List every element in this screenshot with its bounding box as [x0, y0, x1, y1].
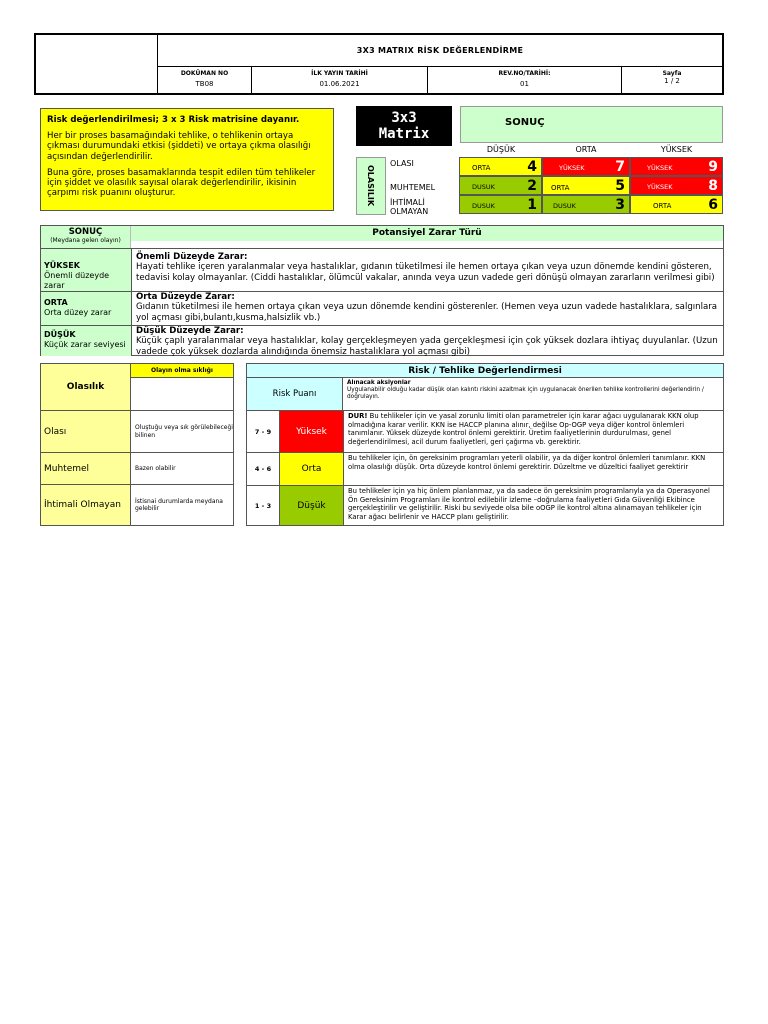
consequence-header-title: SONUÇ	[68, 227, 103, 237]
matrix-cell	[542, 157, 630, 176]
consequence-level-name: DÜŞÜK	[44, 330, 76, 339]
matrix-col-mid: ORTA	[575, 145, 597, 154]
matrix-cell-label: ORTA	[472, 164, 491, 172]
consequence-level-low	[41, 325, 131, 356]
pub-date-value: 01.06.2021	[319, 80, 360, 88]
matrix-cell	[630, 157, 723, 176]
probability-desc-muhtemel: Bazen olabilir	[131, 452, 233, 484]
matrix-cell	[459, 157, 542, 176]
risk-text-lead: DUR!	[348, 412, 368, 420]
consequence-desc-title: Düşük Düzeyde Zarar:	[136, 326, 244, 336]
intro-paragraph-1: Her bir proses basamağındaki tehlike, o tehlikenin ortaya çıkması durumundaki etkisi (şiddeti) ve ortaya çıkma olasılığı açısından değerlendirilir.	[47, 131, 311, 162]
matrix-cell-label: ORTA	[551, 184, 570, 192]
matrix-cell-label: DUSUK	[472, 183, 495, 191]
risk-action-header	[343, 378, 723, 410]
matrix-cell-label: YÜKSEK	[647, 164, 673, 172]
probability-desc-ihtimali: İstisnai durumlarda meydana gelebilir	[131, 484, 233, 525]
document-title: 3X3 MATRIX RİSK DEĞERLENDİRME	[158, 35, 722, 67]
risk-level-high: Yüksek	[279, 410, 343, 452]
matrix-cell	[459, 176, 542, 195]
page-label: Sayfa	[662, 70, 682, 77]
risk-range-high: 7 - 9	[247, 410, 279, 452]
matrix-cell-score: 2	[527, 178, 537, 194]
probability-level-muhtemel: Muhtemel	[41, 452, 131, 484]
consequence-level-name: ORTA	[44, 298, 68, 307]
matrix-cell	[542, 176, 630, 195]
risk-action-text: Uygulanabilir olduğu kadar düşük olan kalıntı riskini azaltmak için uygulanacak önerilen tehlike kontrollerini değerlendirin / doğrulayın.	[347, 387, 704, 400]
matrix-cell	[459, 195, 542, 214]
matrix-cell-score: 8	[708, 178, 718, 194]
page-value: 1 / 2	[664, 77, 680, 85]
pub-date-label: İLK YAYIN TARİHİ	[311, 70, 368, 77]
matrix-cell-score: 6	[708, 197, 718, 213]
matrix-row-label-ihtimali: İHTİMALİ OLMAYAN	[390, 198, 429, 216]
consequence-desc-high	[131, 248, 723, 291]
probability-sub-header: Olayın olma sıklığı	[131, 364, 233, 378]
consequence-level-desc: Önemli düzeyde zarar	[44, 271, 110, 290]
matrix-row-label-muhtemel: MUHTEMEL	[390, 183, 436, 192]
matrix-title	[356, 106, 452, 146]
consequence-desc-title: Orta Düzeyde Zarar:	[136, 292, 235, 302]
rev-cell	[428, 67, 622, 93]
risk-text-high	[343, 410, 723, 452]
matrix-y-label: OLASILIK	[356, 157, 386, 215]
risk-range-mid: 4 - 6	[247, 452, 279, 485]
matrix-col-low: DÜŞÜK	[486, 145, 516, 154]
matrix-cell	[630, 176, 723, 195]
page-cell	[622, 67, 722, 93]
risk-table-title: Risk / Tehlike Değerlendirmesi	[247, 364, 723, 378]
matrix-cell-label: YÜKSEK	[647, 183, 673, 191]
risk-text-mid: Bu tehlikeler için, ön gereksinim programları yeterli olabilir, ya da diğer kontrol önlemleri tanımlanır. KKN olma olasılığı düşük. Orta düzeyde kontrol önlemi gerektirir. Düzeltme ve düzeltici faaliyet gerektirir	[343, 452, 723, 485]
probability-header: Olasılık	[41, 364, 131, 410]
probability-table	[40, 363, 234, 526]
doc-no-label: DOKÜMAN NO	[180, 70, 229, 77]
consequence-desc-mid	[131, 291, 723, 325]
consequence-desc-text: Gıdanın tüketilmesi ile hemen ortaya çıkan veya uzun dönemde kendini gösterenler. (Hemen veya uzun vadede hastalıklara, salgınlara yol açması gibi,bulantı,kusma,halsizlik vb.)	[136, 302, 718, 323]
rev-label: REV.NO/TARİHİ:	[498, 70, 551, 77]
risk-level-low: Düşük	[279, 485, 343, 525]
consequence-desc-text: Küçük çaplı yaralanmalar veya hastalıklar, kolay gerçekleşmeyen yada gerçekleşmesi için çok yüksek dozlara ihtiyaç duyulanlar. (Uzun vadede çok yüksek dozlarda alındığında önemsiz hastalıklara yol açması gibi)	[136, 336, 718, 357]
logo-placeholder	[36, 35, 158, 93]
pub-date-cell	[252, 67, 428, 93]
probability-level-olasi: Olası	[41, 410, 131, 452]
risk-range-low: 1 - 3	[247, 485, 279, 525]
matrix-cell-score: 7	[615, 159, 625, 175]
consequence-header-sub: (Meydana gelen olayın)	[50, 237, 121, 244]
document-header	[34, 33, 724, 95]
matrix-cell-score: 9	[708, 159, 718, 175]
probability-level-ihtimali: İhtimali Olmayan	[41, 484, 131, 525]
probability-desc-olasi: Oluştuğu veya sık görülebileceği bilinen	[131, 410, 233, 452]
matrix-sonuc-header: SONUÇ	[460, 106, 723, 143]
matrix-cell-score: 1	[527, 197, 537, 213]
consequence-left-header	[41, 226, 131, 248]
matrix-cell-score: 5	[615, 178, 625, 194]
consequence-right-header: Potansiyel Zarar Türü	[131, 226, 723, 241]
consequence-desc-title: Önemli Düzeyde Zarar:	[136, 252, 248, 262]
matrix-cell	[630, 195, 723, 214]
matrix-title-line2: Matrix	[378, 126, 430, 142]
matrix-cell-label: YÜKSEK	[559, 164, 585, 172]
consequence-desc-text: Hayati tehlike içeren yaralanmalar veya hastalıklar, gıdanın tüketilmesi ile hemen ortaya çıkan veya uzun dönemde kendini gösteren, tedavisi kolay olmayanlar. (Ciddi hastalıklar, ölümcül vakalar, anında veya uzun vadede geri dönüşü olmayan zararların verilmesi gibi)	[136, 262, 715, 283]
matrix-row-label-olasi: OLASI	[390, 159, 414, 168]
matrix-cell-label: DUSUK	[472, 202, 495, 210]
rev-value: 01	[520, 80, 529, 88]
matrix-title-line1: 3x3	[391, 110, 417, 126]
doc-no-cell	[158, 67, 252, 93]
matrix-cell-label: DUSUK	[553, 202, 576, 210]
risk-level-mid: Orta	[279, 452, 343, 485]
consequence-desc-low	[131, 325, 723, 356]
doc-no-value: TB08	[195, 80, 214, 88]
risk-assessment-table	[246, 363, 724, 526]
matrix-col-high: YÜKSEK	[660, 145, 693, 154]
intro-heading: Risk değerlendirilmesi; 3 x 3 Risk matrisine dayanır.	[47, 115, 300, 125]
matrix-cell-score: 4	[527, 159, 537, 175]
matrix-cell-score: 3	[615, 197, 625, 213]
risk-text-body: Bu tehlikeler için ve yasal zorunlu limiti olan parametreler için karar ağacı uygulanarak KKN olup olmadığına karar verilir. KKN ise HACCP planına alınır, değilse Op-OGP veya diğer kontrol önlemleri tanımlanır. Yüksek düzeyde kontrol önlemi gerektirir. Üretim faaliyetlerinin durdurulması, genel değerlendirilmesi, acil durum faaliyetleri, geri çağırma vb. gerektirir.	[348, 412, 699, 446]
matrix-cell-label: ORTA	[653, 202, 672, 210]
consequence-level-desc: Orta düzey zarar	[44, 308, 112, 317]
risk-action-title: Alınacak aksiyonlar	[347, 380, 411, 386]
consequence-table	[40, 225, 724, 356]
consequence-level-mid	[41, 291, 131, 325]
consequence-level-name: YÜKSEK	[44, 261, 80, 270]
intro-box	[40, 108, 334, 211]
intro-paragraph-2: Buna göre, proses basamaklarında tespit edilen tüm tehlikeler için şiddet ve olasılık sayısal olarak değerlendirilir, ikisinin çarpımı risk puanını oluşturur.	[47, 167, 316, 199]
risk-text-low: Bu tehlikeler için ya hiç önlem planlanmaz, ya da sadece ön gereksinim programlarıyla ya da Operasyonel Ön Gereksinim Programları ile kontrol edilebilir izleme –doğrulama faaliyetleri Gıda Güvenliği Ekibince gerçekleştirilir ve geliştirilir. Riski bu seviyede olsa bile oOGP ile kontrol altına alınamayan tehlikeler için Karar ağacı belirlenir ve HACCP planı geliştirilir.	[343, 485, 723, 525]
risk-score-header: Risk Puanı	[247, 378, 343, 410]
consequence-level-desc: Küçük zarar seviyesi	[44, 340, 126, 349]
consequence-level-high	[41, 248, 131, 291]
matrix-cell	[542, 195, 630, 214]
